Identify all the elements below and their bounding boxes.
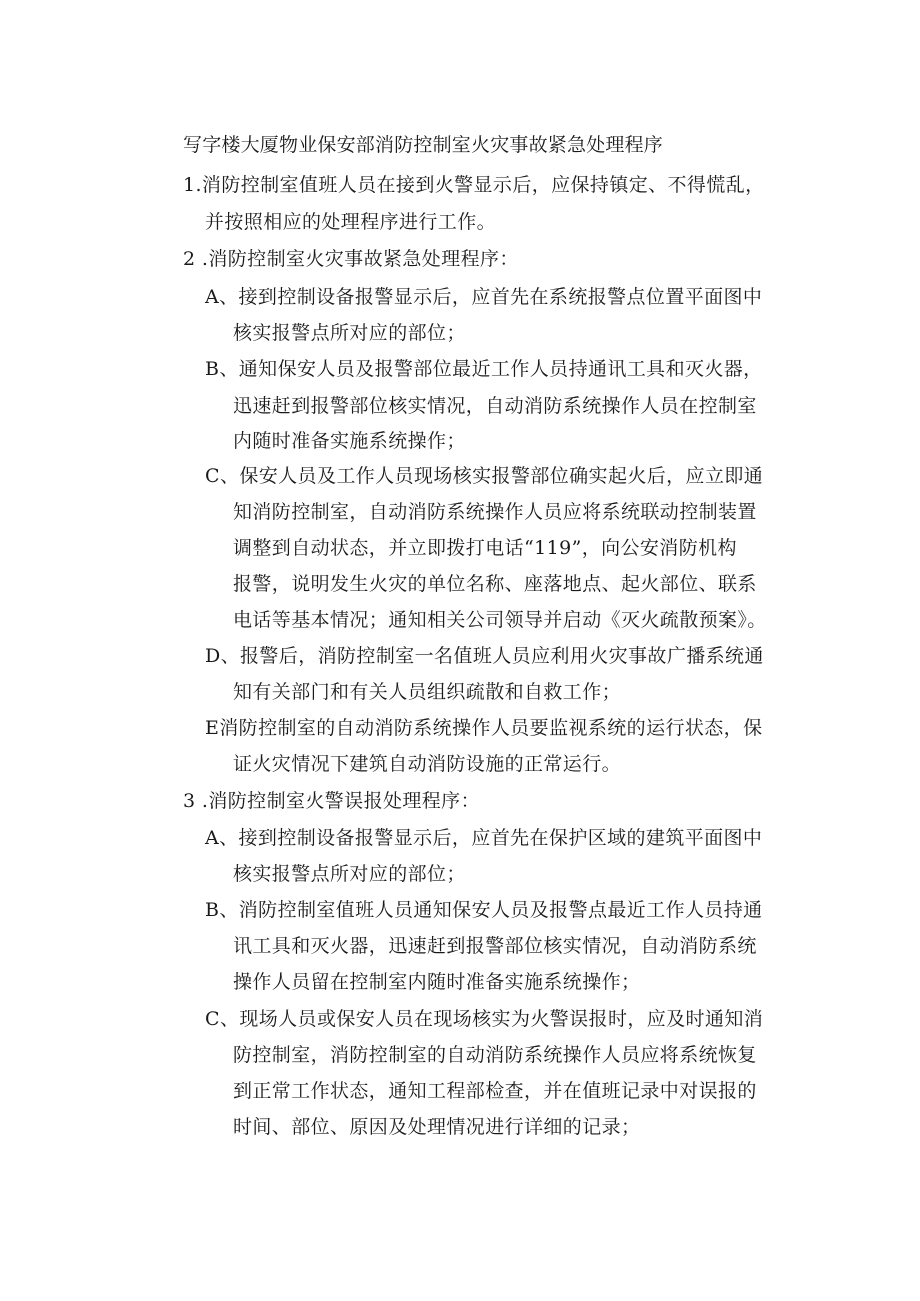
paragraph-1-line-1: 1.消防控制室值班人员在接到火警显示后，应保持镇定、不得慌乱， (183, 174, 765, 196)
section-3-item-b-line-2: 讯工具和灭火器，迅速赶到报警部位核实情况，自动消防系统 (233, 935, 757, 957)
section-2-item-e-line-2: 证火灾情况下建筑自动消防设施的正常运行。 (233, 753, 622, 775)
section-3-heading: 3 .消防控制室火警误报处理程序： (183, 790, 480, 812)
section-2-item-e-line-1: E消防控制室的自动消防系统操作人员要监视系统的运行状态，保 (205, 717, 763, 739)
section-3-item-a-line-2: 核实报警点所对应的部位； (233, 863, 466, 885)
section-3-item-b-line-3: 操作人员留在控制室内随时准备实施系统操作； (233, 971, 641, 993)
section-3-item-c-line-2: 防控制室，消防控制室的自动消防系统操作人员应将系统恢复 (233, 1044, 757, 1066)
section-2-item-d-line-1: D、报警后，消防控制室一名值班人员应利用火灾事故广播系统通 (205, 645, 764, 667)
document-title: 写字楼大厦物业保安部消防控制室火灾事故紧急处理程序 (183, 134, 664, 156)
section-3-item-c-line-4: 时间、部位、原因及处理情况进行详细的记录； (233, 1116, 641, 1138)
section-3-item-c-line-3: 到正常工作状态，通知工程部检查，并在值班记录中对误报的 (233, 1080, 757, 1102)
section-3-item-c-line-1: C、现场人员或保安人员在现场核实为火警误报时，应及时通知消 (205, 1008, 764, 1030)
section-2-item-c-line-2: 知消防控制室，自动消防系统操作人员应将系统联动控制装置 (233, 501, 757, 523)
section-3-item-b-line-1: B、消防控制室值班人员通知保安人员及报警点最近工作人员持通 (205, 899, 763, 921)
section-2-item-b-line-2: 迅速赶到报警部位核实情况，自动消防系统操作人员在控制室 (233, 395, 757, 417)
section-2-item-b-line-1: B、通知保安人员及报警部位最近工作人员持通讯工具和灭火器， (205, 358, 763, 380)
section-2-item-c-line-1: C、保安人员及工作人员现场核实报警部位确实起火后，应立即通 (205, 465, 764, 487)
paragraph-1-line-2: 并按照相应的处理程序进行工作。 (205, 211, 497, 233)
section-2-item-a-line-2: 核实报警点所对应的部位； (233, 322, 466, 344)
section-3-item-a-line-1: A、接到控制设备报警显示后，应首先在保护区域的建筑平面图中 (205, 827, 763, 849)
section-2-item-c-line-5: 电话等基本情况；通知相关公司领导并启动《灭火疏散预案》。 (233, 609, 767, 631)
section-2-heading: 2 .消防控制室火灾事故紧急处理程序： (183, 248, 519, 270)
section-2-item-c-line-4: 报警，说明发生火灾的单位名称、座落地点、起火部位、联系 (233, 573, 757, 595)
section-2-item-c-line-3: 调整到自动状态，并立即拨打电话“119”，向公安消防机构 (233, 537, 737, 559)
section-2-item-b-line-3: 内随时准备实施系统操作； (233, 430, 466, 452)
section-2-item-d-line-2: 知有关部门和有关人员组织疏散和自救工作； (233, 681, 622, 703)
section-2-item-a-line-1: A、接到控制设备报警显示后，应首先在系统报警点位置平面图中 (205, 286, 763, 308)
